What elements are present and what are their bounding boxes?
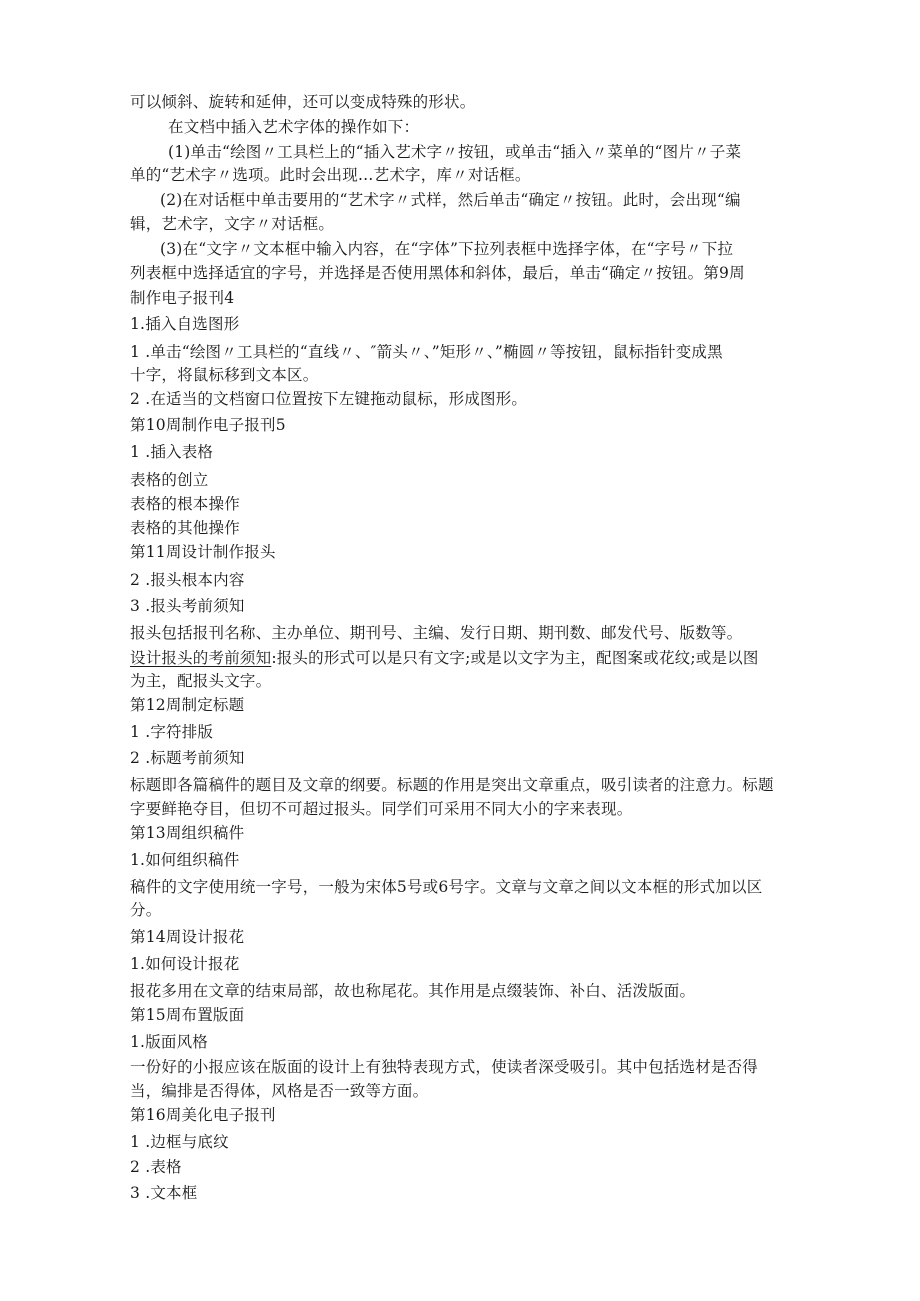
text-line: (1)单击“绘图〃工具栏上的“插入艺术字〃按钮，或单击“插入〃菜单的“图片〃子菜 <box>168 143 742 161</box>
text-line: 辑，艺术字，文字〃对话框。 <box>130 215 335 233</box>
text-line: 为主，配报头文字。 <box>130 672 272 690</box>
text-line: 1 .插入表格 <box>130 443 214 461</box>
text-line: 1 .边框与底纹 <box>130 1133 229 1151</box>
text-line: 第11周设计制作报头 <box>130 543 276 561</box>
text-line: 2 .标题考前须知 <box>130 749 245 767</box>
text-line: 报头包括报刊名称、主办单位、期刊号、主编、发行日期、期刊数、邮发代号、版数等。 <box>130 624 743 642</box>
text-line: 分。 <box>130 901 162 919</box>
text-line: 制作电子报刊4 <box>130 289 235 307</box>
text-line: 第12周制定标题 <box>130 696 245 714</box>
text-line: 十字，将鼠标移到文本区。 <box>130 366 319 384</box>
text-span: :报头的形式可以是只有文字;或是以文字为主，配图案或花纹;或是以图 <box>271 649 759 667</box>
text-line: 列表框中选择适宜的字号，并选择是否使用黑体和斜体，最后，单击“确定〃按钮。第9周 <box>130 264 745 282</box>
text-line: 报花多用在文章的结束局部，故也称尾花。其作用是点缀装饰、补白、活泼版面。 <box>130 982 696 1000</box>
text-line: 稿件的文字使用统一字号，一般为宋体5号或6号字。文章与文章之间以文本框的形式加以区 <box>130 878 763 896</box>
text-line: 一份好的小报应该在版面的设计上有独特表现方式，使读者深受吸引。其中包括选材是否得 <box>130 1058 759 1076</box>
text-line: 1.插入自选图形 <box>130 315 240 333</box>
text-line: 第15周布置版面 <box>130 1006 245 1024</box>
text-line: 1 .单击“绘图〃工具栏的“直线〃、″箭头〃、”矩形〃、”椭圆〃等按钮，鼠标指针变成黑 <box>130 343 723 361</box>
text-line: 1.版面风格 <box>130 1033 208 1051</box>
text-line: 2 .在适当的文档窗口位置按下左键拖动鼠标，形成图形。 <box>130 390 528 408</box>
text-line: 第14周设计报花 <box>130 928 245 946</box>
text-line: 在文档中插入艺术字体的操作如下： <box>168 118 420 136</box>
text-line: (3)在“文字〃文本框中输入内容，在“字体”下拉列表框中选择字体，在“字号〃下拉 <box>160 240 734 258</box>
text-line: 表格的根本操作 <box>130 495 240 513</box>
text-line: 第16周美化电子报刊 <box>130 1106 276 1124</box>
text-line: 表格的其他操作 <box>130 519 240 537</box>
text-line: 字要鲜艳夺目，但切不可超过报头。同学们可采用不同大小的字来表现。 <box>130 800 633 818</box>
text-line: 第10周制作电子报刊5 <box>130 416 286 434</box>
text-line: (2)在对话框中单击要用的“艺术字〃式样，然后单击“确定〃按钮。此时，会出现“编 <box>160 191 741 209</box>
text-line: 单的“艺术字〃选项。此时会出现…艺术字，库〃对话框。 <box>130 166 531 184</box>
text-line: 标题即各篇稿件的题目及文章的纲要。标题的作用是突出文章重点，吸引读者的注意力。标题 <box>130 776 774 794</box>
text-line: 3 .文本框 <box>130 1184 198 1202</box>
text-line: 表格的创立 <box>130 471 209 489</box>
underlined-term: 设计报头的考前须知 <box>130 649 272 667</box>
text-line: 1.如何设计报花 <box>130 955 240 973</box>
text-line: 2 .表格 <box>130 1158 182 1176</box>
text-line: 1 .字符排版 <box>130 723 214 741</box>
text-line: 第13周组织稿件 <box>130 824 245 842</box>
text-line: 2 .报头根本内容 <box>130 571 245 589</box>
text-line: 可以倾斜、旋转和延伸，还可以变成特殊的形状。 <box>130 93 476 111</box>
text-line: 3 .报头考前须知 <box>130 597 245 615</box>
text-line <box>130 648 759 668</box>
text-line: 当，编排是否得体，风格是否一致等方面。 <box>130 1082 429 1100</box>
text-line: 1.如何组织稿件 <box>130 851 240 869</box>
